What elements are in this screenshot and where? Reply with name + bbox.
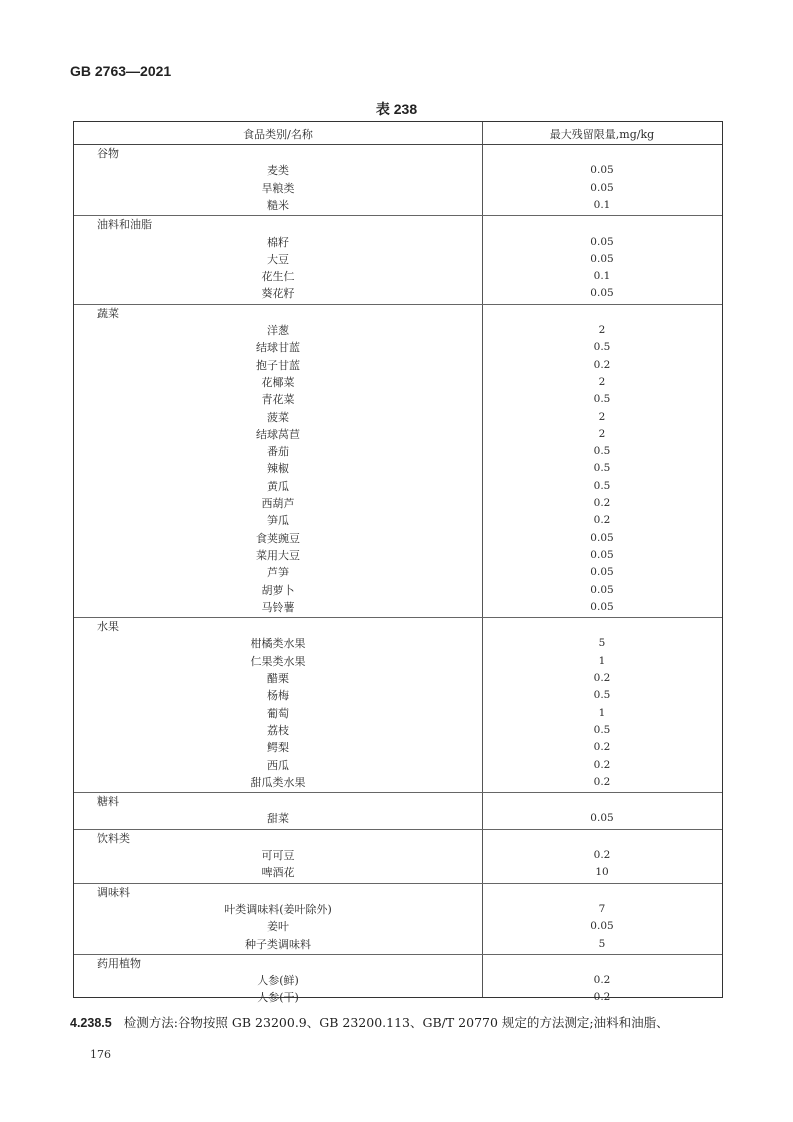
food-name: 西瓜: [267, 758, 289, 772]
mrl-value: 2: [598, 375, 606, 388]
mrl-value: 1: [598, 706, 606, 719]
mrl-value: 5: [598, 937, 606, 950]
food-name: 西葫芦: [261, 497, 295, 510]
mrl-value: 10: [595, 866, 609, 879]
mrl-value: 1: [598, 654, 606, 667]
food-name: 芦笋: [267, 566, 289, 580]
mrl-value: 0.2: [593, 514, 611, 527]
food-name: 醋栗: [267, 672, 289, 685]
food-name: 仁果类水果: [250, 654, 306, 668]
mrl-value: 2: [598, 324, 606, 336]
category-label: 糖料: [97, 795, 119, 809]
table-header-row: [74, 122, 722, 145]
mrl-value: 0.05: [590, 235, 614, 248]
standard-header: GB 2763—2021: [70, 63, 172, 79]
food-name: 菠菜: [267, 410, 289, 424]
category-separator: [74, 617, 722, 618]
mrl-value: 0.2: [593, 849, 611, 861]
column-header-mrl: 最大残留限量,mg/kg: [549, 128, 655, 141]
mrl-value: 7: [598, 902, 606, 915]
food-name: 青花菜: [261, 393, 295, 407]
food-name: 花生仁: [261, 270, 295, 284]
footer-paragraph: [70, 1013, 669, 1031]
mrl-value: 0.5: [593, 689, 611, 702]
category-label: 药用植物: [97, 956, 141, 970]
mrl-value: 0.2: [593, 358, 611, 371]
food-name: 人参(干): [257, 991, 299, 1005]
mrl-value: 0.05: [590, 566, 614, 579]
food-name: 柑橘类水果: [250, 637, 306, 651]
food-name: 棉籽: [267, 235, 289, 249]
mrl-value: 0.1: [593, 198, 611, 211]
food-name: 甜瓜类水果: [250, 775, 306, 789]
mrl-value: 0.05: [590, 600, 614, 613]
food-name: 葡萄: [267, 706, 289, 720]
mrl-value: 0.05: [590, 287, 614, 300]
food-name: 姜叶: [267, 920, 289, 934]
mrl-value: 0.2: [593, 974, 611, 987]
mrl-value: 0.2: [593, 672, 611, 684]
table-title: 表 238: [375, 101, 418, 117]
food-name: 番茄: [267, 445, 289, 459]
mrl-value: 0.2: [593, 741, 611, 754]
mrl-value: 0.2: [593, 497, 611, 509]
category-separator: [74, 304, 722, 305]
mrl-value: 0.1: [593, 270, 611, 283]
category-separator: [74, 883, 722, 884]
food-name: 菜用大豆: [256, 548, 300, 562]
footer-text: 检测方法:谷物按照 GB 23200.9、GB 23200.113、GB/T 20770 规定的方法测定;油料和油脂、: [123, 1015, 669, 1030]
category-separator: [74, 954, 722, 955]
mrl-value: 0.5: [593, 723, 611, 736]
food-name: 马铃薯: [261, 600, 295, 614]
food-name: 荔枝: [267, 723, 289, 737]
food-name: 结球甘蓝: [256, 341, 300, 355]
mrl-value: 0.05: [590, 164, 614, 177]
category-label: 调味料: [97, 885, 130, 899]
category-label: 水果: [97, 620, 119, 634]
food-name: 食荚豌豆: [256, 531, 300, 545]
mrl-value: 0.5: [593, 462, 611, 475]
food-name: 大豆: [267, 252, 289, 266]
food-name: 黄瓜: [267, 479, 289, 493]
column-header-food: 食品类别/名称: [243, 128, 313, 141]
mrl-value: 0.5: [593, 445, 611, 458]
food-name: 杨梅: [267, 689, 289, 703]
category-label: 油料和油脂: [97, 218, 152, 232]
food-name: 人参(鲜): [257, 974, 299, 988]
mrl-value: 0.5: [593, 479, 611, 492]
category-label: 饮料类: [97, 831, 130, 845]
mrl-value: 0.05: [590, 920, 614, 933]
category-label: 蔬菜: [97, 306, 119, 320]
food-name: 抱子甘蓝: [256, 358, 300, 372]
mrl-value: 0.05: [590, 583, 614, 596]
mrl-value: 0.2: [593, 775, 611, 788]
category-label: 谷物: [97, 147, 119, 160]
category-separator: [74, 215, 722, 216]
page-number: 176: [90, 1048, 111, 1061]
category-separator: [74, 792, 722, 793]
food-name: 葵花籽: [261, 287, 295, 301]
food-name: 笋瓜: [267, 514, 289, 528]
mrl-value: 0.2: [593, 991, 611, 1004]
mrl-value: 0.05: [590, 548, 614, 561]
food-name: 甜菜: [267, 812, 289, 826]
food-name: 结球莴苣: [256, 427, 300, 441]
mrl-value: 2: [598, 410, 606, 423]
food-name: 麦类: [267, 164, 289, 178]
mrl-value: 0.05: [590, 252, 614, 265]
mrl-value: 5: [598, 637, 606, 650]
food-name: 糙米: [267, 198, 289, 212]
mrl-value: 0.5: [593, 393, 611, 406]
food-name: 花椰菜: [261, 375, 295, 389]
category-separator: [74, 829, 722, 830]
food-name: 鳄梨: [267, 741, 289, 755]
food-name: 旱粮类: [261, 181, 295, 195]
food-name: 种子类调味料: [245, 937, 311, 951]
mrl-value: 0.05: [590, 812, 614, 825]
mrl-value: 0.05: [590, 531, 614, 544]
section-number: 4.238.5: [70, 1016, 112, 1030]
mrl-value: 0.05: [590, 181, 614, 194]
food-name: 辣椒: [267, 462, 289, 476]
mrl-value: 0.2: [593, 758, 611, 771]
food-name: 啤酒花: [261, 866, 295, 880]
food-name: 叶类调味料(姜叶除外): [224, 902, 332, 916]
food-name: 胡萝卜: [261, 583, 295, 597]
food-name: 洋葱: [267, 324, 289, 337]
mrl-value: 0.5: [593, 341, 611, 354]
mrl-table: [73, 121, 723, 1005]
food-name: 可可豆: [261, 849, 295, 862]
mrl-value: 2: [598, 427, 606, 440]
